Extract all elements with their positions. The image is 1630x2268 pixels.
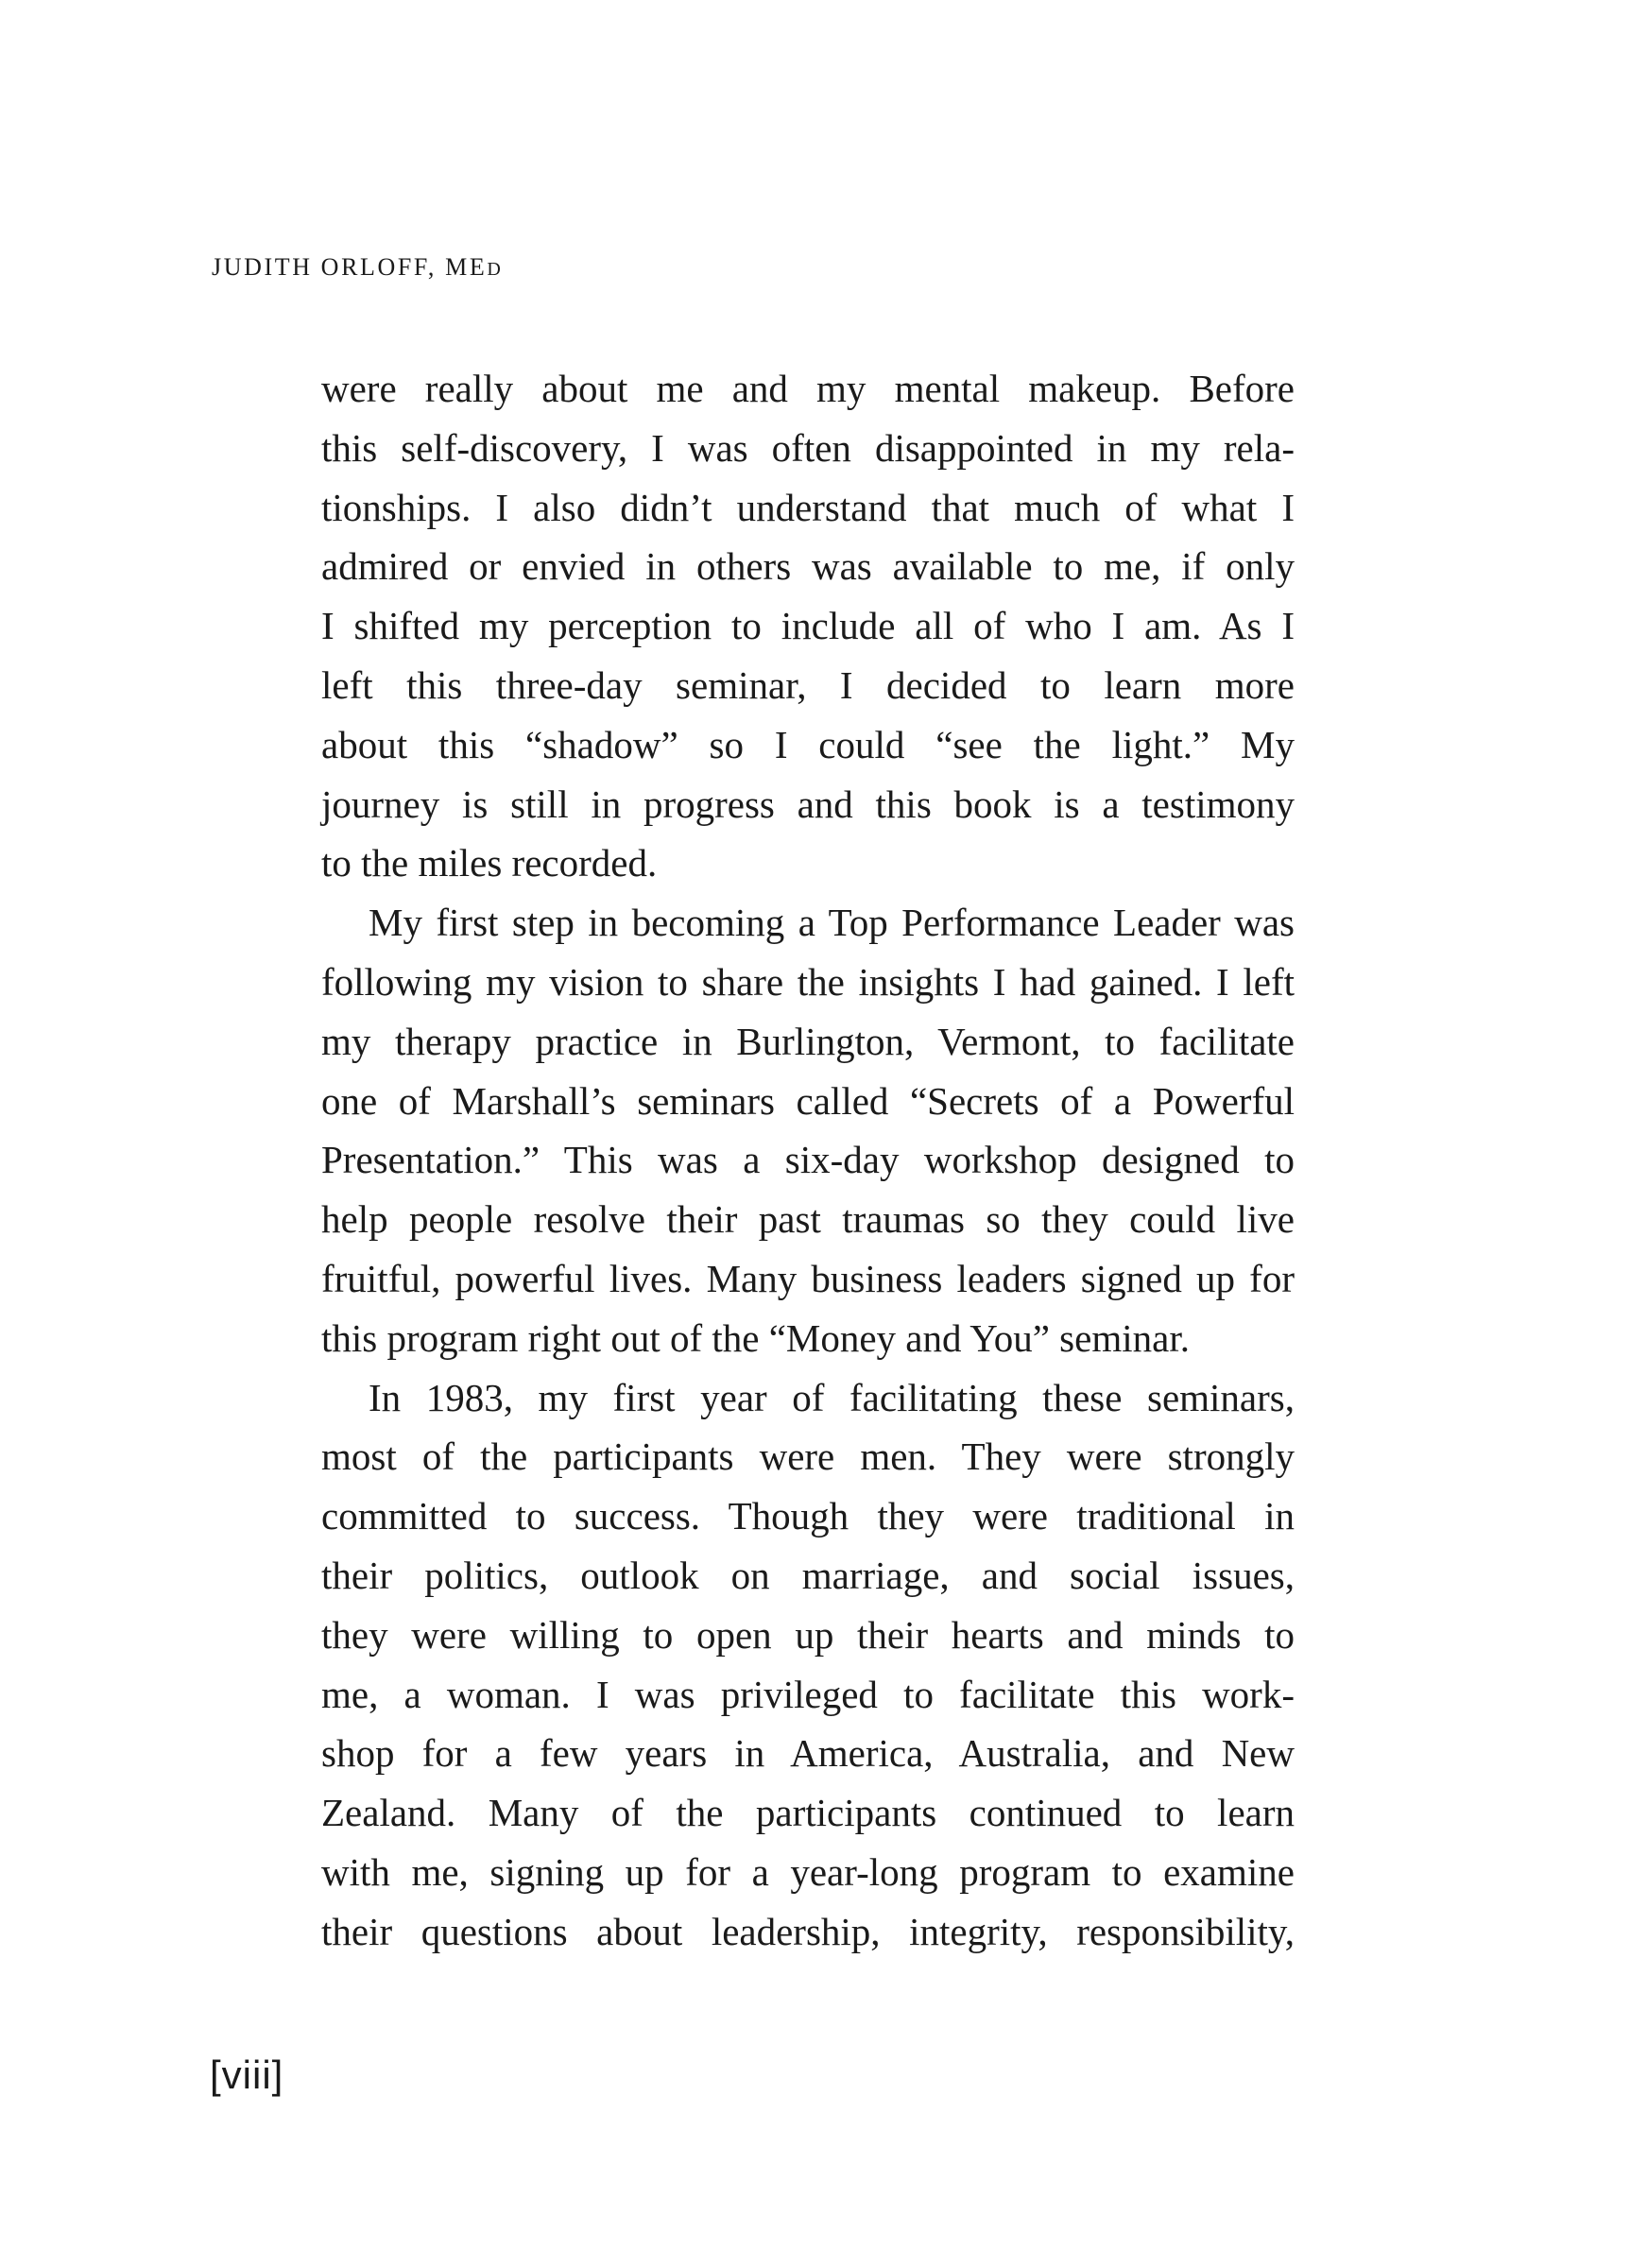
running-head: [212, 253, 503, 282]
body-text: [321, 359, 1295, 1962]
text-line: this self-discovery, I was often disappointed in my rela-: [321, 425, 1295, 470]
text-line: my therapy practice in Burlington, Vermont, to facilitate: [321, 1019, 1295, 1063]
text-line: admired or envied in others was available to me, if only: [321, 544, 1295, 589]
text-line: with me, signing up for a year-long program to examine: [321, 1849, 1295, 1894]
text-line: about this “shadow” so I could “see the light.” My: [321, 722, 1295, 766]
text-line: fruitful, powerful lives. Many business leaders signed up for: [321, 1256, 1295, 1300]
text-line: tionships. I also didn’t understand that much of what I: [321, 485, 1295, 529]
text-line: Zealand. Many of the participants continued to learn: [321, 1791, 1295, 1835]
text-line: My first step in becoming a Top Performance Leader was: [369, 901, 1295, 945]
text-line: following my vision to share the insights I had gained. I left: [321, 959, 1295, 1004]
text-line: their questions about leadership, integrity, responsibility,: [321, 1909, 1295, 1953]
text-line: I shifted my perception to include all of who I am. As I: [321, 604, 1295, 648]
text-line: to the miles recorded.: [321, 841, 658, 885]
text-line: were really about me and my mental makeup. Before: [321, 367, 1295, 410]
running-head-author: JUDITH ORLOFF, ME: [212, 253, 488, 281]
text-line: shop for a few years in America, Australia, and New: [321, 1731, 1295, 1776]
running-head-author-suffix: D: [487, 259, 504, 280]
text-line: committed to success. Though they were traditional in: [321, 1494, 1295, 1538]
text-line: In 1983, my first year of facilitating these seminars,: [369, 1375, 1295, 1419]
page-number: [viii]: [210, 2053, 284, 2097]
text-line: left this three-day seminar, I decided to learn more: [321, 662, 1295, 707]
text-line: this program right out of the “Money and You” seminar.: [321, 1315, 1190, 1360]
text-line: Presentation.” This was a six-day workshop designed to: [321, 1138, 1295, 1182]
text-line: journey is still in progress and this book is a testimony: [321, 782, 1295, 826]
text-line: they were willing to open up their hearts and minds to: [321, 1612, 1295, 1657]
text-line: me, a woman. I was privileged to facilitate this work-: [321, 1672, 1295, 1716]
text-line: help people resolve their past traumas so they could live: [321, 1197, 1295, 1242]
text-line: most of the participants were men. They were strongly: [321, 1435, 1295, 1479]
text-line: their politics, outlook on marriage, and social issues,: [321, 1553, 1295, 1597]
text-line: one of Marshall’s seminars called “Secrets of a Powerful: [321, 1078, 1295, 1123]
